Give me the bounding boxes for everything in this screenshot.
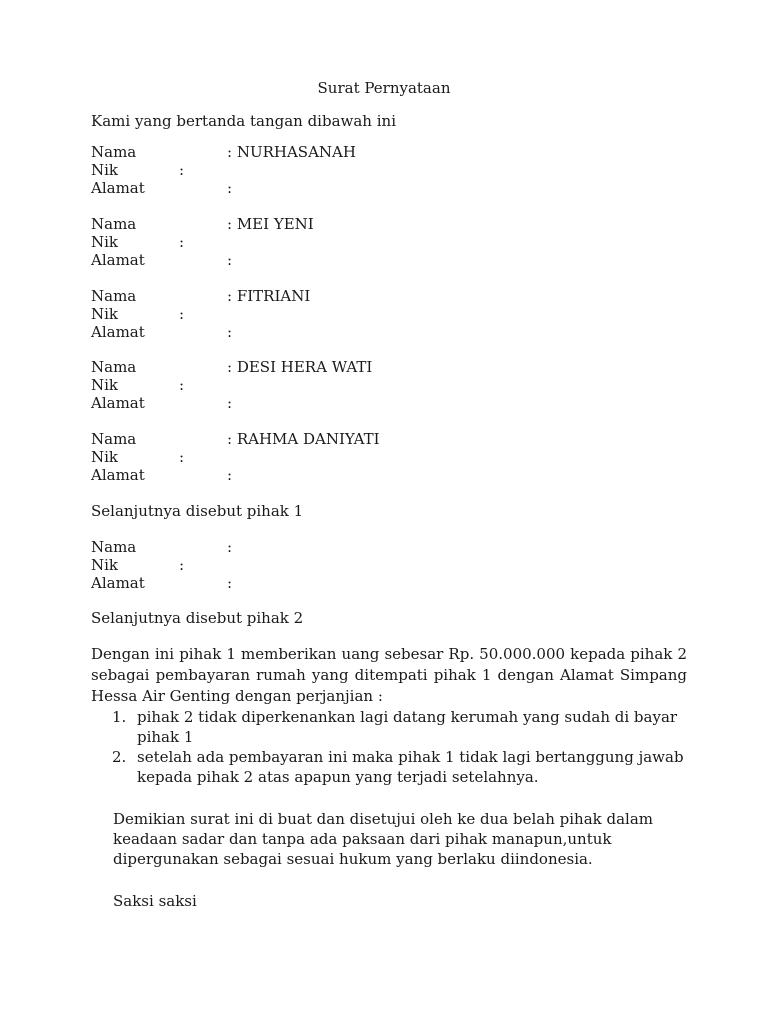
term-item — [112, 707, 687, 747]
pihak-2-text: Selanjutnya disebut pihak 2 — [91, 609, 304, 627]
closing-paragraph: Demikian surat ini di buat dan disetujui oleh ke dua belah pihak dalam keadaan sadar dan tanpa ada paksaan dari pihak manapun,untuk dipergunakan sebagai sesuai hukum yang berlaku diindonesia. — [113, 810, 654, 868]
document-title: Surat Pernyataan — [317, 79, 451, 97]
nik-label: Nik — [91, 448, 119, 466]
term-item — [112, 747, 687, 787]
party-block-2 — [91, 215, 691, 269]
nik-colon: : — [179, 305, 185, 323]
intro-text: Kami yang bertanda tangan dibawah ini — [91, 112, 396, 130]
nama-value: : NURHASANAH — [227, 143, 356, 161]
alamat-value: : — [227, 179, 233, 197]
nama-label: Nama — [91, 287, 137, 305]
alamat-value: : — [227, 251, 233, 269]
alamat-label: Alamat — [91, 466, 145, 484]
nik-label: Nik — [91, 161, 119, 179]
nama-label: Nama — [91, 538, 137, 556]
terms-list — [91, 707, 687, 787]
nama-value: : DESI HERA WATI — [227, 358, 373, 376]
nik-colon: : — [179, 161, 185, 179]
nik-label: Nik — [91, 376, 119, 394]
nik-colon: : — [179, 376, 185, 394]
nama-value: : RAHMA DANIYATI — [227, 430, 380, 448]
agreement-paragraph: Dengan ini pihak 1 memberikan uang sebesar Rp. 50.000.000 kepada pihak 2 sebagai pembayaran rumah yang ditempati pihak 1 dengan Alamat Simpang Hessa Air Genting dengan perjanjian : — [91, 645, 687, 705]
alamat-value: : — [227, 466, 233, 484]
alamat-label: Alamat — [91, 323, 145, 341]
party-block-3 — [91, 287, 691, 341]
alamat-value: : — [227, 574, 233, 592]
nama-value: : — [227, 538, 233, 556]
party-block-1 — [91, 143, 691, 197]
nik-colon: : — [179, 448, 185, 466]
term-text: setelah ada pembayaran ini maka pihak 1 tidak lagi bertanggung jawab kepada pihak 2 atas apapun yang terjadi setelahnya. — [137, 748, 684, 786]
alamat-value: : — [227, 323, 233, 341]
nama-value: : FITRIANI — [227, 287, 311, 305]
nik-label: Nik — [91, 305, 119, 323]
alamat-value: : — [227, 394, 233, 412]
term-number: 1. — [112, 708, 127, 726]
term-number: 2. — [112, 748, 127, 766]
nama-label: Nama — [91, 143, 137, 161]
alamat-label: Alamat — [91, 179, 145, 197]
pihak-1-text: Selanjutnya disebut pihak 1 — [91, 502, 304, 520]
nik-colon: : — [179, 233, 185, 251]
alamat-label: Alamat — [91, 574, 145, 592]
witness-heading: Saksi saksi — [113, 892, 197, 910]
nama-value: : MEI YENI — [227, 215, 314, 233]
term-text: pihak 2 tidak diperkenankan lagi datang kerumah yang sudah di bayar pihak 1 — [137, 708, 678, 746]
nik-label: Nik — [91, 556, 119, 574]
nik-label: Nik — [91, 233, 119, 251]
alamat-label: Alamat — [91, 251, 145, 269]
party-block-5 — [91, 430, 691, 484]
nik-colon: : — [179, 556, 185, 574]
alamat-label: Alamat — [91, 394, 145, 412]
nama-label: Nama — [91, 430, 137, 448]
second-party-block — [91, 538, 691, 592]
nama-label: Nama — [91, 358, 137, 376]
nama-label: Nama — [91, 215, 137, 233]
party-block-4 — [91, 358, 691, 412]
